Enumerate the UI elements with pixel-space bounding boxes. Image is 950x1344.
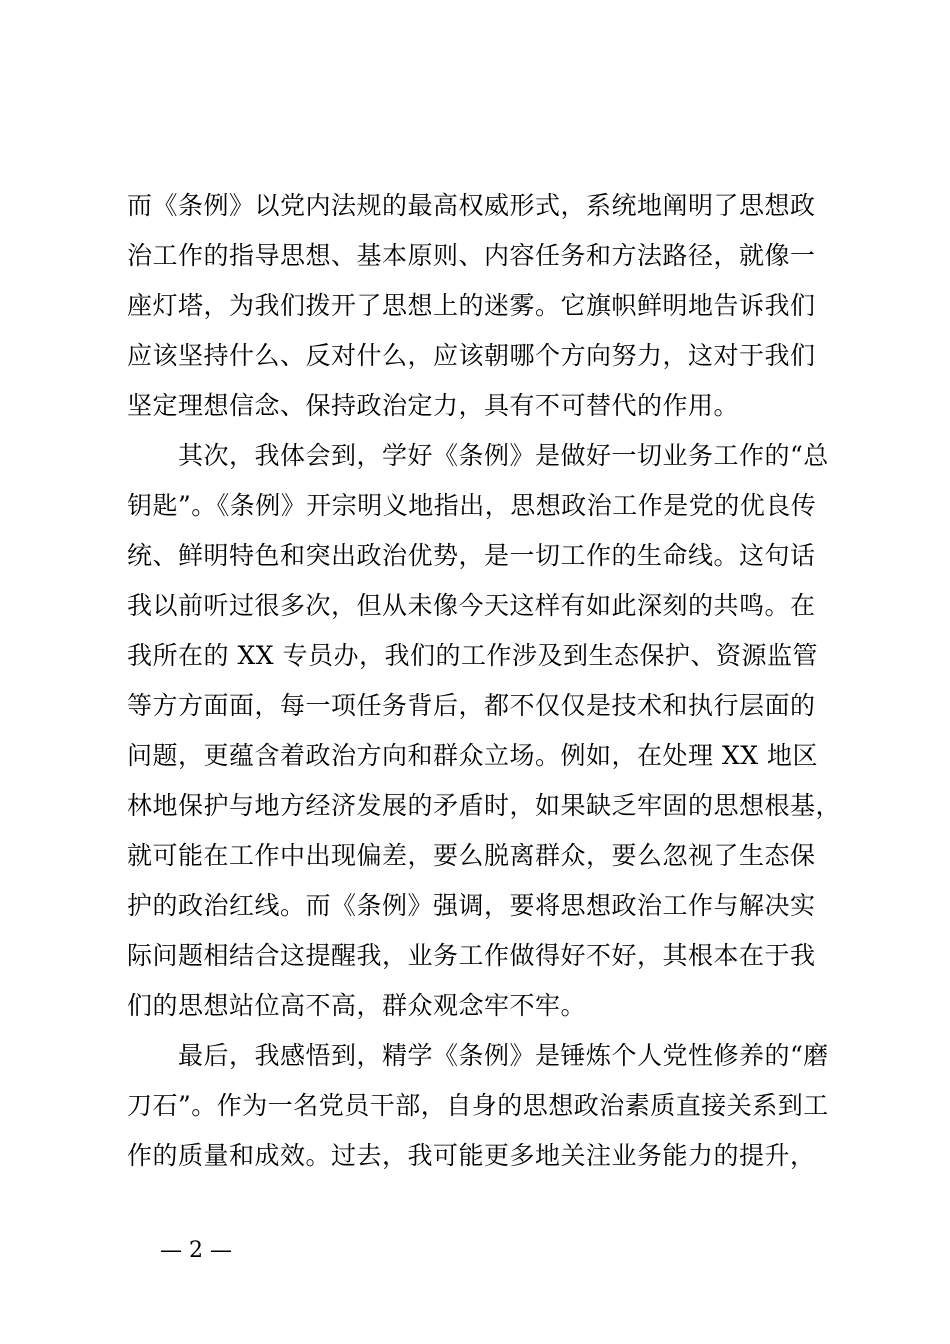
text-line: 最后，我感悟到，精学《条例》是锤炼个人党性修养的“磨 bbox=[127, 1041, 829, 1070]
text-line: 应该坚持什么、反对什么，应该朝哪个方向努力，这对于我们 bbox=[127, 341, 816, 370]
text-line: 我所在的 XX 专员办，我们的工作涉及到生态保护、资源监管 bbox=[127, 641, 818, 670]
text-line: 林地保护与地方经济发展的矛盾时，如果缺乏牢固的思想根基， bbox=[127, 791, 842, 820]
text-line: 统、鲜明特色和突出政治优势，是一切工作的生命线。这句话 bbox=[127, 541, 816, 570]
text-line: 坚定理想信念、保持政治定力，具有不可替代的作用。 bbox=[127, 391, 740, 420]
text-line: 治工作的指导思想、基本原则、内容任务和方法路径，就像一 bbox=[127, 241, 816, 270]
text-line: 而《条例》以党内法规的最高权威形式，系统地阐明了思想政 bbox=[127, 191, 816, 220]
text-line: 钥匙”。《条例》开宗明义地指出，思想政治工作是党的优良传 bbox=[127, 491, 817, 520]
text-line: 其次，我体会到，学好《条例》是做好一切业务工作的“总 bbox=[127, 441, 829, 470]
text-line: 刀石”。作为一名党员干部，自身的思想政治素质直接关系到工 bbox=[127, 1091, 829, 1120]
text-line: 际问题相结合这提醒我，业务工作做得好不好，其根本在于我 bbox=[127, 941, 816, 970]
page-number: — 2 — bbox=[160, 1238, 232, 1263]
text-line: 作的质量和成效。过去，我可能更多地关注业务能力的提升， bbox=[127, 1141, 816, 1170]
text-line: 护的政治红线。而《条例》强调，要将思想政治工作与解决实 bbox=[127, 891, 816, 920]
text-line: 就可能在工作中出现偏差，要么脱离群众，要么忽视了生态保 bbox=[127, 841, 816, 870]
text-line: 问题，更蕴含着政治方向和群众立场。例如，在处理 XX 地区 bbox=[127, 741, 818, 770]
text-line: 等方方面面，每一项任务背后，都不仅仅是技术和执行层面的 bbox=[127, 691, 816, 720]
text-line: 座灯塔，为我们拨开了思想上的迷雾。它旗帜鲜明地告诉我们 bbox=[127, 291, 816, 320]
text-line: 们的思想站位高不高，群众观念牢不牢。 bbox=[127, 991, 587, 1020]
text-line: 我以前听过很多次，但从未像今天这样有如此深刻的共鸣。在 bbox=[127, 591, 816, 620]
